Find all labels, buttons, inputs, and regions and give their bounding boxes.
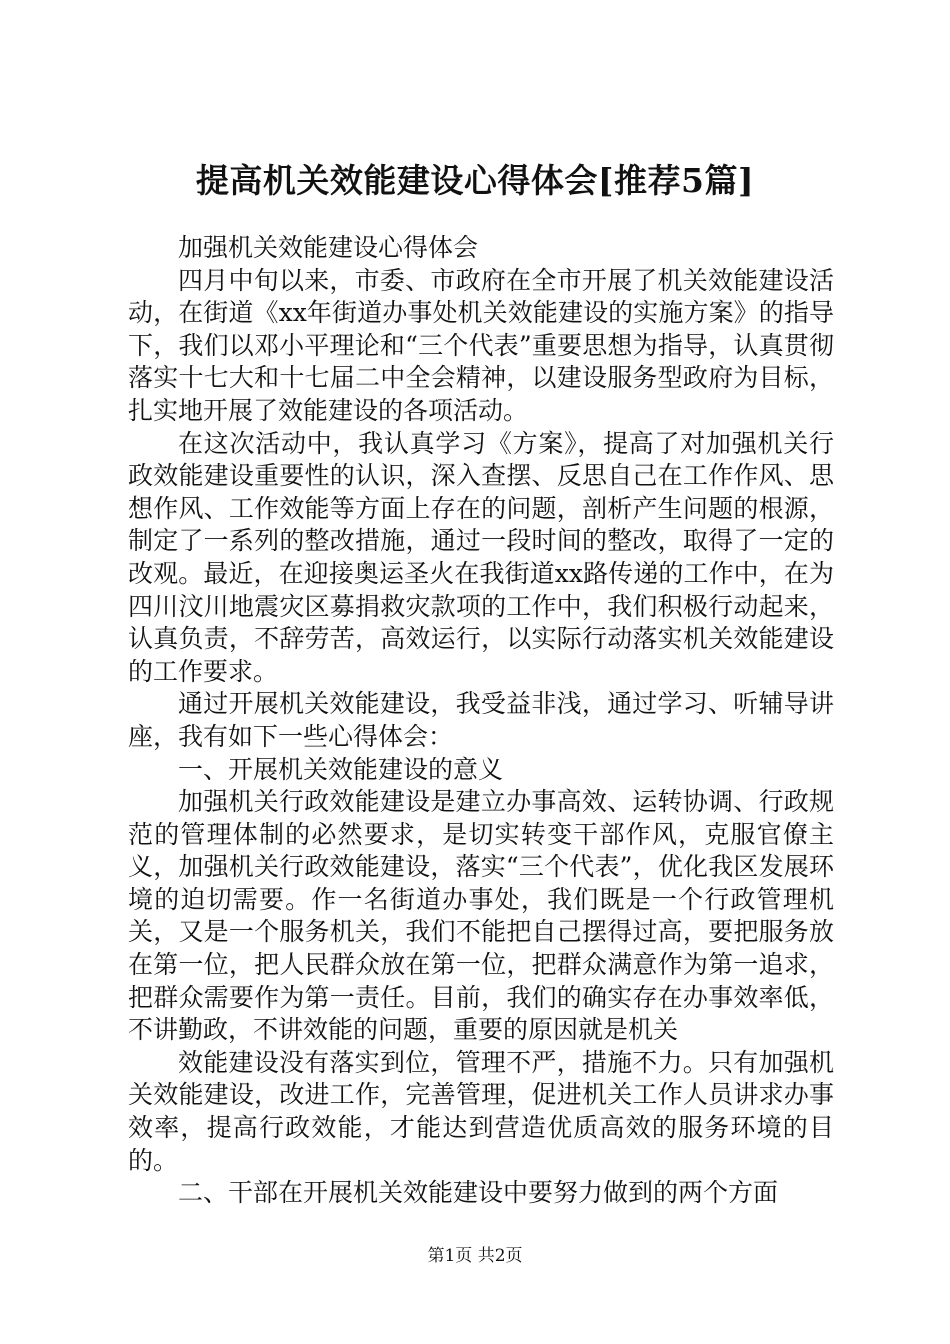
section-heading: 二、干部在开展机关效能建设中要努力做到的两个方面 xyxy=(178,1178,779,1208)
subtitle-paragraph: 加强机关效能建设心得体会 xyxy=(178,233,479,262)
page-number-footer: 第1页 共2页 xyxy=(427,1246,523,1266)
body-paragraph: 效能建设没有落实到位，管理不严，措施不力。只有加强机关效能建设，改进工作，完善管理，促进机关工作人员讲求办事效率，提高行政效能，才能达到营造优质高效的服务环境的目的。 xyxy=(128,1047,834,1175)
body-paragraph: 加强机关行政效能建设是建立办事高效、运转协调、行政规范的管理体制的必然要求，是切实转变干部作风，克服官僚主义，加强机关行政效能建设，落实“三个代表”，优化我区发展环境的迫切需要。作一名街道办事处，我们既是一个行政管理机关，又是一个服务机关，我们不能把自己摆得过高，要把服务放在第一位，把人民群众放在第一位，把群众满意作为第一追求，把群众需要作为第一责任。目前，我们的确实存在办事效率低，不讲勤政，不讲效能的问题，重要的原因就是机关 xyxy=(128,787,834,1045)
body-paragraph: 通过开展机关效能建设，我受益非浅，通过学习、听辅导讲座，我有如下一些心得体会： xyxy=(128,689,834,751)
document-title: 提高机关效能建设心得体会[推荐5篇] xyxy=(195,161,755,200)
section-heading: 一、开展机关效能建设的意义 xyxy=(178,754,504,784)
body-paragraph: 四月中旬以来，市委、市政府在全市开展了机关效能建设活动，在街道《xx年街道办事处机关效能建设的实施方案》的指导下，我们以邓小平理论和“三个代表”重要思想为指导，认真贯彻落实十七大和十七届二中全会精神，以建设服务型政府为目标，扎实地开展了效能建设的各项活动。 xyxy=(128,265,834,425)
body-paragraph: 在这次活动中，我认真学习《方案》，提高了对加强机关行政效能建设重要性的认识，深入查摆、反思自己在工作作风、思想作风、工作效能等方面上存在的问题，剖析产生问题的根源，制定了一系列的整改措施，通过一段时间的整改，取得了一定的改观。最近，在迎接奥运圣火在我街道xx路传递的工作中，在为四川汶川地震灾区募捐救灾款项的工作中，我们积极行动起来，认真负责，不辞劳苦，高效运行，以实际行动落实机关效能建设的工作要求。 xyxy=(128,428,834,686)
document-body xyxy=(128,232,834,1210)
